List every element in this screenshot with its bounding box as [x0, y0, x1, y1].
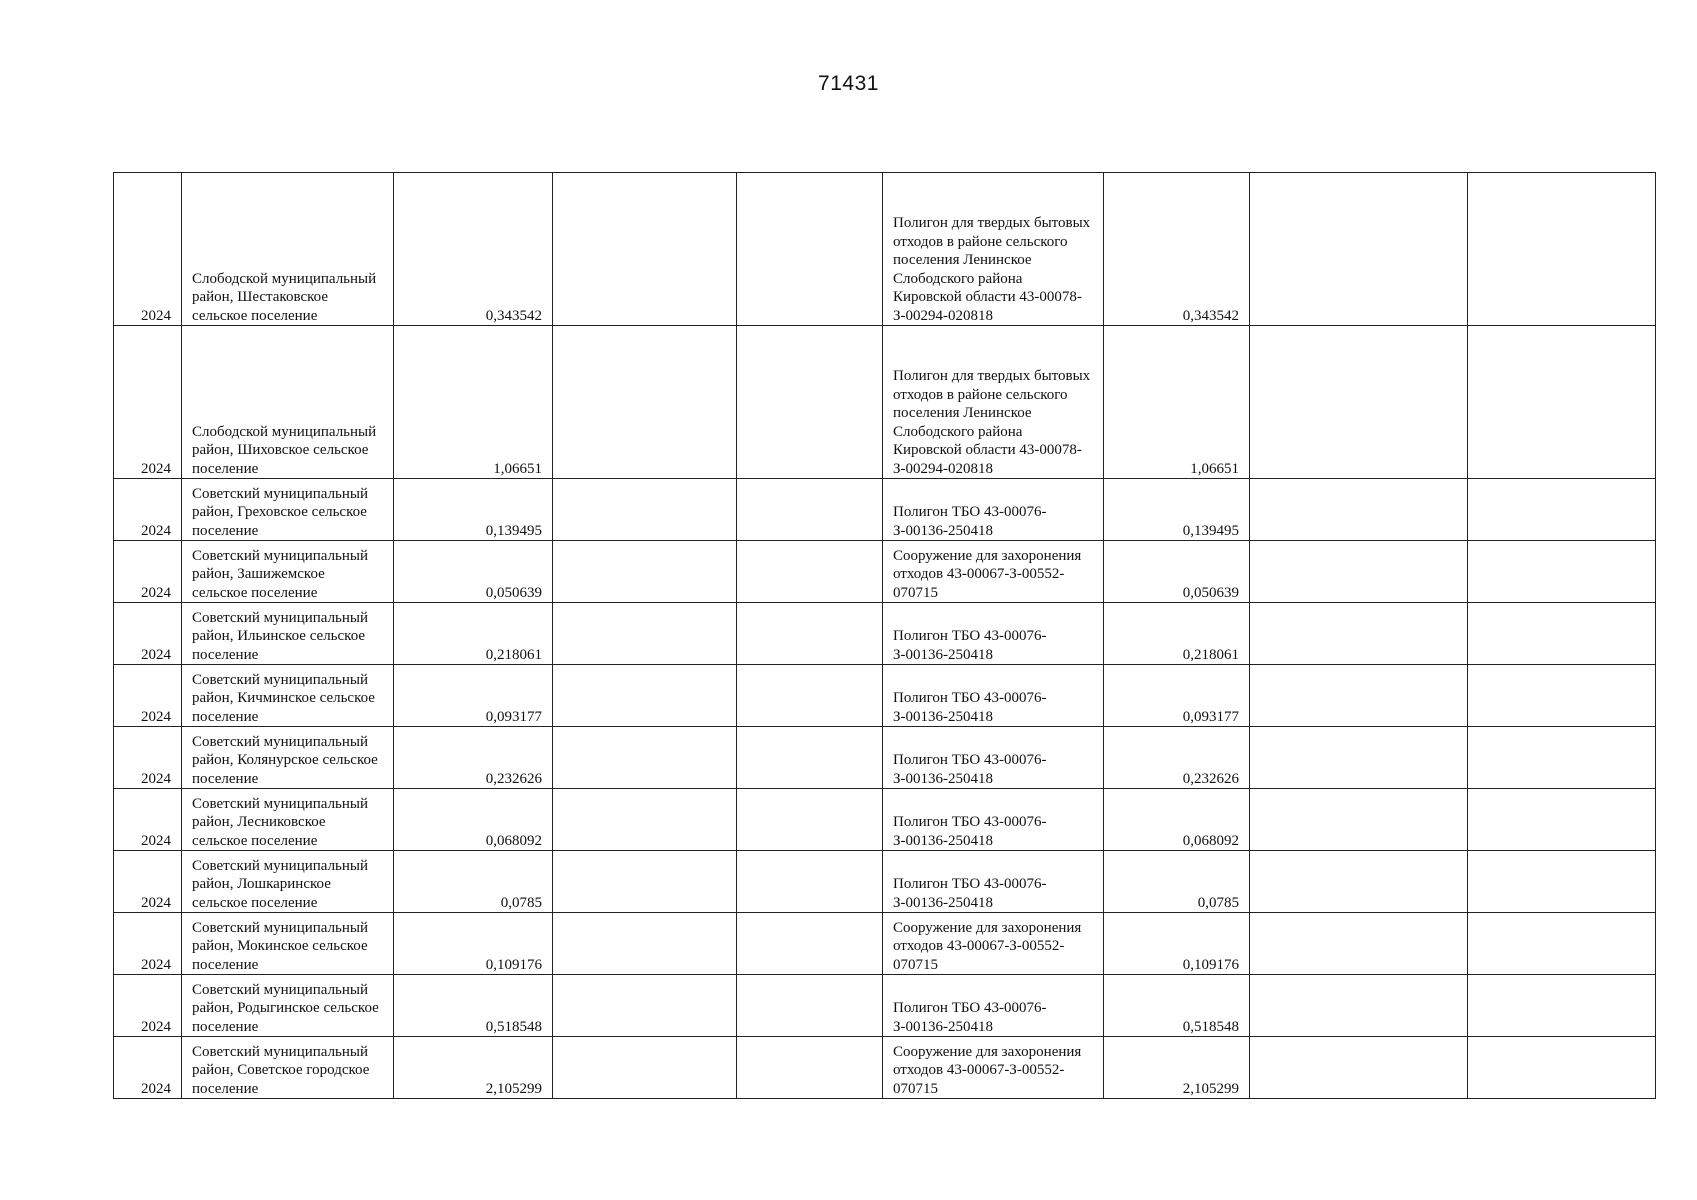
table-row: [114, 541, 1656, 603]
empty-cell: [1468, 975, 1656, 1037]
facility-cell: Сооружение для захоронения отходов 43-00067-З-00552-070715: [883, 541, 1104, 603]
facility-cell: Сооружение для захоронения отходов 43-00067-З-00552-070715: [883, 913, 1104, 975]
empty-cell: [553, 541, 737, 603]
empty-cell: [1250, 665, 1468, 727]
settlement-cell: Советский муниципальный район, Ильинское сельское поселение: [182, 603, 394, 665]
settlement-cell: Советский муниципальный район, Родыгинское сельское поселение: [182, 975, 394, 1037]
page-number: 71431: [818, 72, 879, 95]
year-cell: 2024: [114, 727, 182, 789]
year-cell: 2024: [114, 975, 182, 1037]
empty-cell: [1468, 326, 1656, 479]
value-cell: 0,139495: [394, 479, 553, 541]
value-cell: 0,343542: [394, 173, 553, 326]
facility-value-cell: 0,343542: [1104, 173, 1250, 326]
value-cell: 0,218061: [394, 603, 553, 665]
empty-cell: [1250, 789, 1468, 851]
facility-cell: Сооружение для захоронения отходов 43-00067-З-00552-070715: [883, 1037, 1104, 1099]
empty-cell: [1250, 913, 1468, 975]
settlement-cell: Советский муниципальный район, Лесниковское сельское поселение: [182, 789, 394, 851]
empty-cell: [553, 1037, 737, 1099]
settlement-cell: Советский муниципальный район, Зашижемское сельское поселение: [182, 541, 394, 603]
empty-cell: [1468, 727, 1656, 789]
year-cell: 2024: [114, 789, 182, 851]
facility-value-cell: 0,0785: [1104, 851, 1250, 913]
empty-cell: [737, 541, 883, 603]
data-table: [113, 172, 1656, 1099]
facility-value-cell: 2,105299: [1104, 1037, 1250, 1099]
facility-cell: Полигон для твердых бытовых отходов в районе сельского поселения Ленинское Слободского района Кировской области 43-00078-З-00294-020818: [883, 173, 1104, 326]
year-cell: 2024: [114, 173, 182, 326]
empty-cell: [553, 727, 737, 789]
empty-cell: [737, 789, 883, 851]
empty-cell: [553, 479, 737, 541]
settlement-cell: Слободской муниципальный район, Шестаковское сельское поселение: [182, 173, 394, 326]
table-row: [114, 975, 1656, 1037]
empty-cell: [1250, 479, 1468, 541]
table-row: [114, 603, 1656, 665]
table-row: [114, 789, 1656, 851]
value-cell: 0,093177: [394, 665, 553, 727]
facility-cell: Полигон ТБО 43-00076-З-00136-250418: [883, 851, 1104, 913]
value-cell: 0,518548: [394, 975, 553, 1037]
empty-cell: [1250, 1037, 1468, 1099]
facility-cell: Полигон ТБО 43-00076-З-00136-250418: [883, 789, 1104, 851]
value-cell: 0,050639: [394, 541, 553, 603]
settlement-cell: Советский муниципальный район, Советское городское поселение: [182, 1037, 394, 1099]
table-row: [114, 665, 1656, 727]
facility-cell: Полигон ТБО 43-00076-З-00136-250418: [883, 975, 1104, 1037]
settlement-cell: Советский муниципальный район, Греховское сельское поселение: [182, 479, 394, 541]
empty-cell: [737, 1037, 883, 1099]
empty-cell: [1250, 851, 1468, 913]
empty-cell: [737, 665, 883, 727]
empty-cell: [1250, 326, 1468, 479]
facility-cell: Полигон ТБО 43-00076-З-00136-250418: [883, 479, 1104, 541]
facility-cell: Полигон ТБО 43-00076-З-00136-250418: [883, 603, 1104, 665]
empty-cell: [1468, 603, 1656, 665]
value-cell: 1,06651: [394, 326, 553, 479]
year-cell: 2024: [114, 326, 182, 479]
empty-cell: [737, 173, 883, 326]
value-cell: 0,232626: [394, 727, 553, 789]
year-cell: 2024: [114, 603, 182, 665]
table-row: [114, 326, 1656, 479]
year-cell: 2024: [114, 479, 182, 541]
facility-value-cell: 0,218061: [1104, 603, 1250, 665]
year-cell: 2024: [114, 665, 182, 727]
settlement-cell: Советский муниципальный район, Лошкаринское сельское поселение: [182, 851, 394, 913]
empty-cell: [737, 727, 883, 789]
facility-value-cell: 0,518548: [1104, 975, 1250, 1037]
settlement-cell: Слободской муниципальный район, Шиховское сельское поселение: [182, 326, 394, 479]
value-cell: 0,068092: [394, 789, 553, 851]
empty-cell: [737, 479, 883, 541]
facility-cell: Полигон ТБО 43-00076-З-00136-250418: [883, 727, 1104, 789]
empty-cell: [1250, 173, 1468, 326]
year-cell: 2024: [114, 851, 182, 913]
empty-cell: [553, 173, 737, 326]
facility-value-cell: 0,109176: [1104, 913, 1250, 975]
facility-value-cell: 0,139495: [1104, 479, 1250, 541]
facility-value-cell: 0,050639: [1104, 541, 1250, 603]
facility-cell: Полигон ТБО 43-00076-З-00136-250418: [883, 665, 1104, 727]
year-cell: 2024: [114, 913, 182, 975]
empty-cell: [737, 851, 883, 913]
facility-cell: Полигон для твердых бытовых отходов в районе сельского поселения Ленинское Слободского района Кировской области 43-00078-З-00294-020818: [883, 326, 1104, 479]
table-row: [114, 173, 1656, 326]
facility-value-cell: 1,06651: [1104, 326, 1250, 479]
empty-cell: [1468, 913, 1656, 975]
empty-cell: [553, 913, 737, 975]
empty-cell: [1250, 541, 1468, 603]
value-cell: 0,0785: [394, 851, 553, 913]
empty-cell: [1468, 173, 1656, 326]
empty-cell: [1468, 665, 1656, 727]
settlement-cell: Советский муниципальный район, Колянурское сельское поселение: [182, 727, 394, 789]
empty-cell: [737, 603, 883, 665]
empty-cell: [1468, 541, 1656, 603]
table-row: [114, 479, 1656, 541]
empty-cell: [1250, 975, 1468, 1037]
empty-cell: [553, 851, 737, 913]
empty-cell: [553, 975, 737, 1037]
empty-cell: [553, 789, 737, 851]
facility-value-cell: 0,232626: [1104, 727, 1250, 789]
empty-cell: [1468, 789, 1656, 851]
value-cell: 2,105299: [394, 1037, 553, 1099]
empty-cell: [737, 913, 883, 975]
empty-cell: [1468, 1037, 1656, 1099]
empty-cell: [1250, 727, 1468, 789]
empty-cell: [553, 326, 737, 479]
year-cell: 2024: [114, 541, 182, 603]
table-row: [114, 727, 1656, 789]
empty-cell: [1250, 603, 1468, 665]
table-row: [114, 913, 1656, 975]
value-cell: 0,109176: [394, 913, 553, 975]
empty-cell: [737, 326, 883, 479]
table-row: [114, 851, 1656, 913]
empty-cell: [1468, 851, 1656, 913]
year-cell: 2024: [114, 1037, 182, 1099]
settlement-cell: Советский муниципальный район, Мокинское сельское поселение: [182, 913, 394, 975]
facility-value-cell: 0,068092: [1104, 789, 1250, 851]
table-row: [114, 1037, 1656, 1099]
settlement-cell: Советский муниципальный район, Кичминское сельское поселение: [182, 665, 394, 727]
empty-cell: [553, 665, 737, 727]
empty-cell: [1468, 479, 1656, 541]
empty-cell: [737, 975, 883, 1037]
facility-value-cell: 0,093177: [1104, 665, 1250, 727]
empty-cell: [553, 603, 737, 665]
